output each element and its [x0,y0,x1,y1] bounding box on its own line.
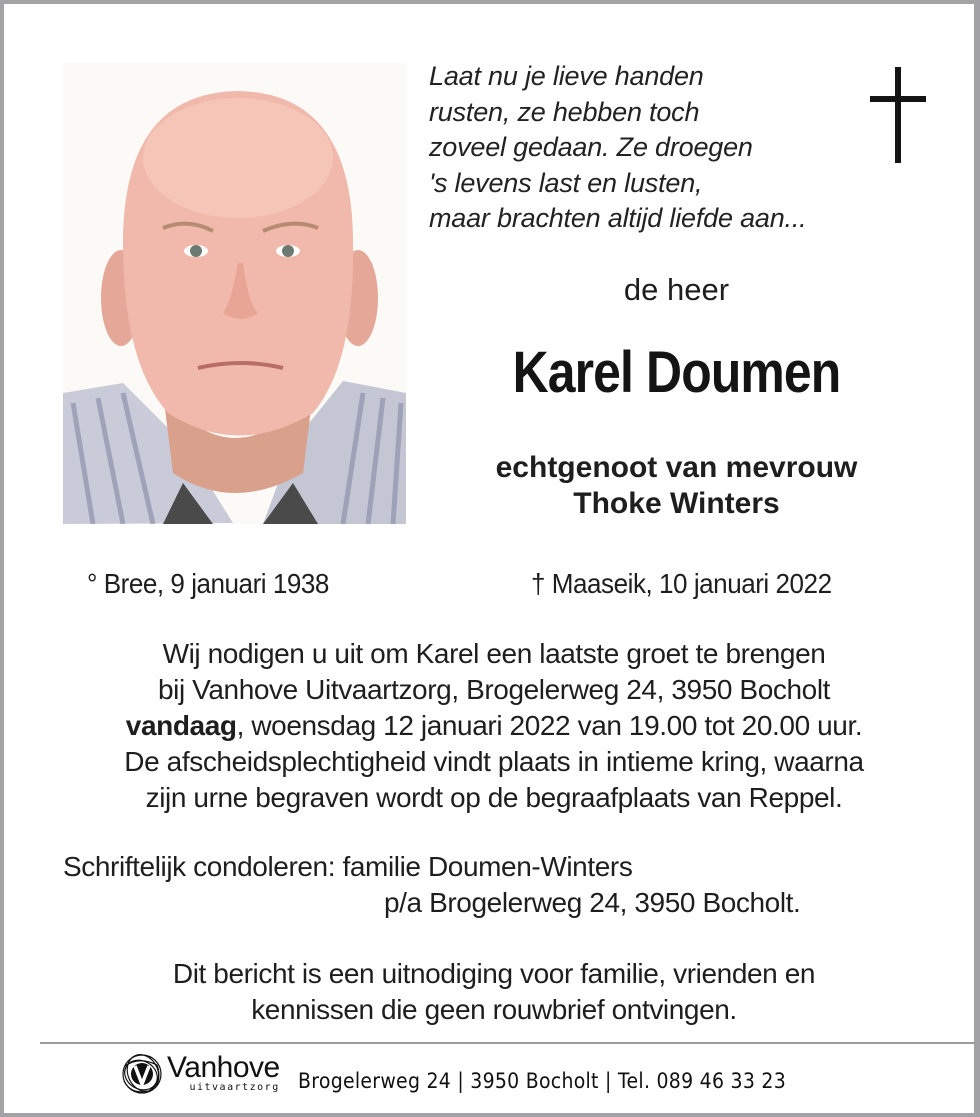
birth-date: ° Bree, 9 januari 1938 [87,568,329,599]
poem-line: Laat nu je lieve handen [429,61,704,91]
obituary-card [4,4,974,1113]
portrait-image [63,63,406,524]
logo-subtitle: uitvaartzorg [189,1082,280,1093]
cross-icon [870,67,926,163]
poem [429,59,806,237]
notice-line: Dit bericht is een uitnodiging voor familie, vrienden en [172,958,816,989]
logo-name: Vanhove [167,1051,280,1084]
invitation-line-rest: , woensdag 12 januari 2022 van 19.00 tot 20.00 uur. [236,710,863,741]
condolence-address [63,849,800,921]
vanhove-logo [119,1051,280,1097]
funeral-home-footer [119,1049,840,1099]
condolence-line: p/a Brogelerweg 24, 3950 Bocholt. [384,887,801,918]
spouse-line: echtgenoot van mevrouw [495,451,858,484]
today-emphasis: vandaag [125,710,237,741]
invitation-line: De afscheidsplechtigheid vindt plaats in intieme kring, waarna [124,746,864,777]
poem-line: 's levens last en lusten, [429,167,703,198]
honorific: de heer [623,272,730,307]
poem-line: maar brachten altijd liefde aan... [429,203,807,233]
scribble-v-logo-icon [119,1051,165,1097]
invitation-line [44,708,944,744]
poem-line: rusten, ze hebben toch [429,96,700,127]
spouse-name: Thoke Winters [573,487,780,520]
invitation-text [44,636,944,816]
spouse-info [429,450,924,522]
invitation-line: bij Vanhove Uitvaartzorg, Brogelerweg 24, 3950 Bocholt [157,674,831,705]
notice-line: kennissen die geen rouwbrief ontvingen. [251,994,737,1025]
portrait-photo [63,63,406,524]
poem-line: zoveel gedaan. Ze droegen [429,132,753,162]
invitation-line: zijn urne begraven wordt op de begraafplaats van Reppel. [145,782,843,813]
invitation-line: Wij nodigen u uit om Karel een laatste groet te brengen [162,638,826,669]
condolence-line: Schriftelijk condoleren: familie Doumen-Winters [63,851,633,882]
contact-info: Brogelerweg 24 | 3950 Bocholt | Tel. 089 46 33 23 [297,1069,786,1093]
notice-text [44,956,944,1028]
death-date: † Maaseik, 10 januari 2022 [531,568,832,599]
divider [40,1042,976,1044]
deceased-name: Karel Doumen [512,340,841,405]
